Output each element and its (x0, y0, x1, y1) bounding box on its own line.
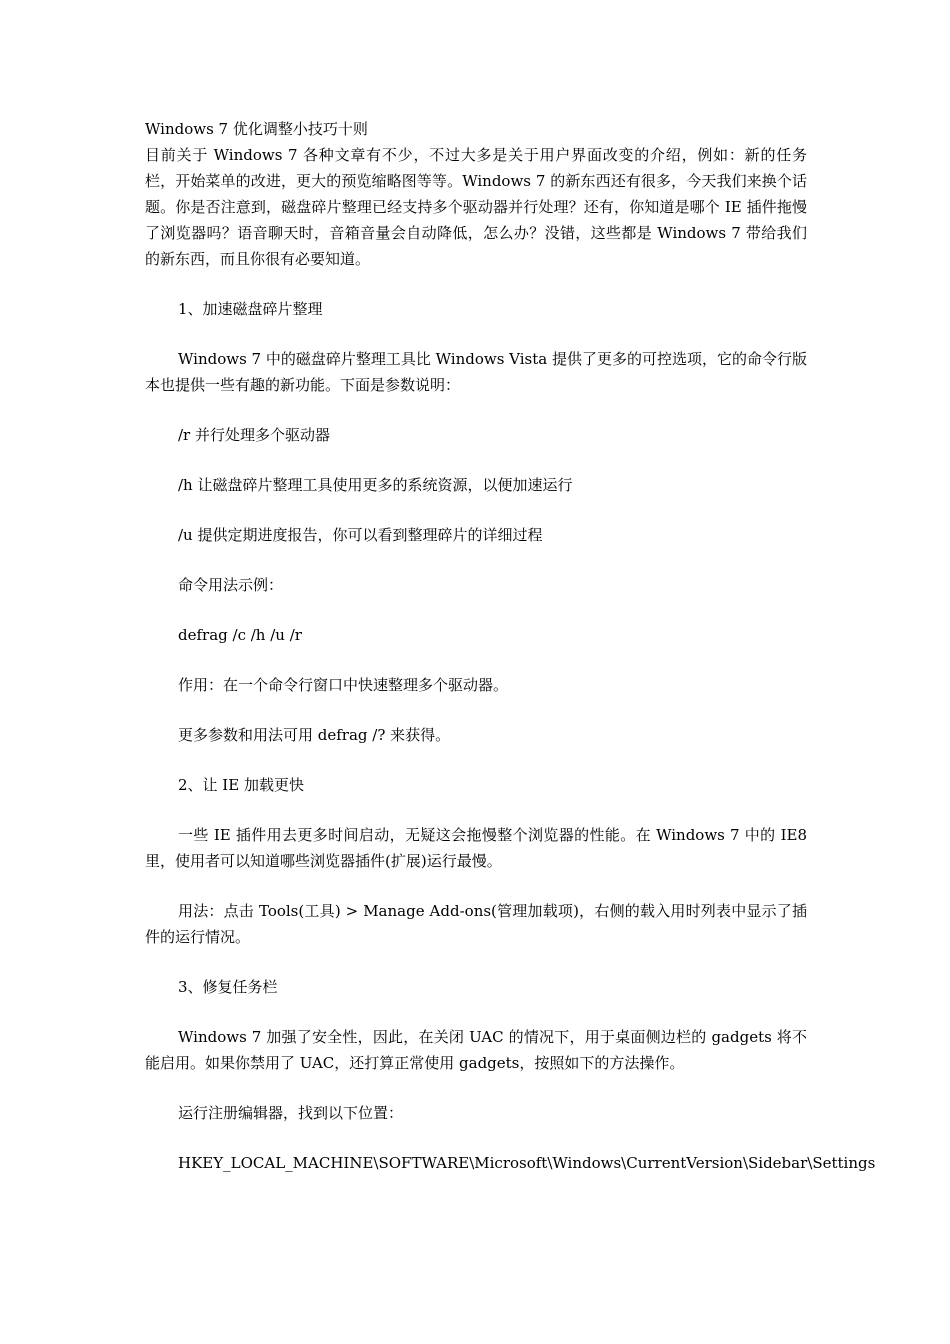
paragraph-taskbar-description: Windows 7 加强了安全性，因此，在关闭 UAC 的情况下，用于桌面侧边栏的 gadgets 将不能启用。如果你禁用了 UAC，还打算正常使用 gadgets，按照如下的方法操作。 (145, 1028, 807, 1072)
intro-paragraph: 目前关于 Windows 7 各种文章有不少，不过大多是关于用户界面改变的介绍，例如：新的任务栏，开始菜单的改进，更大的预览缩略图等等。Windows 7 的新东西还有很多，今天我们来换个话题。你是否注意到，磁盘碎片整理已经支持多个驱动器并行处理？还有，你知道是哪个 IE 插件拖慢了浏览器吗？语音聊天时，音箱音量会自动降低，怎么办？没错，这些都是 Windows 7 带给我们的新东西，而且你很有必要知道。 (145, 146, 807, 268)
paragraph-ie-description: 一些 IE 插件用去更多时间启动，无疑这会拖慢整个浏览器的性能。在 Windows 7 中的 IE8 里，使用者可以知道哪些浏览器插件(扩展)运行最慢。 (145, 826, 807, 870)
document-page (145, 116, 876, 1200)
section-heading-defrag: 1、加速磁盘碎片整理 (178, 300, 323, 318)
paragraph-command-example: defrag /c /h /u /r (178, 626, 302, 644)
paragraph-defrag-description: Windows 7 中的磁盘碎片整理工具比 Windows Vista 提供了更多的可控选项，它的命令行版本也提供一些有趣的新功能。下面是参数说明： (145, 350, 807, 394)
paragraph-defrag-param-u: /u 提供定期进度报告，你可以看到整理碎片的详细过程 (178, 526, 543, 544)
paragraph-ie-usage: 用法：点击 Tools(工具) > Manage Add-ons(管理加载项)，右侧的载入用时列表中显示了插件的运行情况。 (145, 902, 807, 946)
paragraph-registry-instruction: 运行注册编辑器，找到以下位置： (178, 1104, 404, 1122)
paragraph-registry-path: HKEY_LOCAL_MACHINE\SOFTWARE\Microsoft\Windows\CurrentVersion\Sidebar\Settings (178, 1154, 876, 1172)
paragraph-command-effect: 作用：在一个命令行窗口中快速整理多个驱动器。 (178, 676, 509, 694)
paragraph-defrag-param-h: /h 让磁盘碎片整理工具使用更多的系统资源，以便加速运行 (178, 476, 573, 494)
document-title: Windows 7 优化调整小技巧十则 (145, 120, 368, 138)
paragraph-command-more: 更多参数和用法可用 defrag /? 来获得。 (178, 726, 451, 744)
section-heading-taskbar: 3、修复任务栏 (178, 978, 278, 996)
section-heading-ie: 2、让 IE 加载更快 (178, 776, 304, 794)
paragraph-command-example-label: 命令用法示例： (178, 576, 284, 594)
paragraph-defrag-param-r: /r 并行处理多个驱动器 (178, 426, 330, 444)
